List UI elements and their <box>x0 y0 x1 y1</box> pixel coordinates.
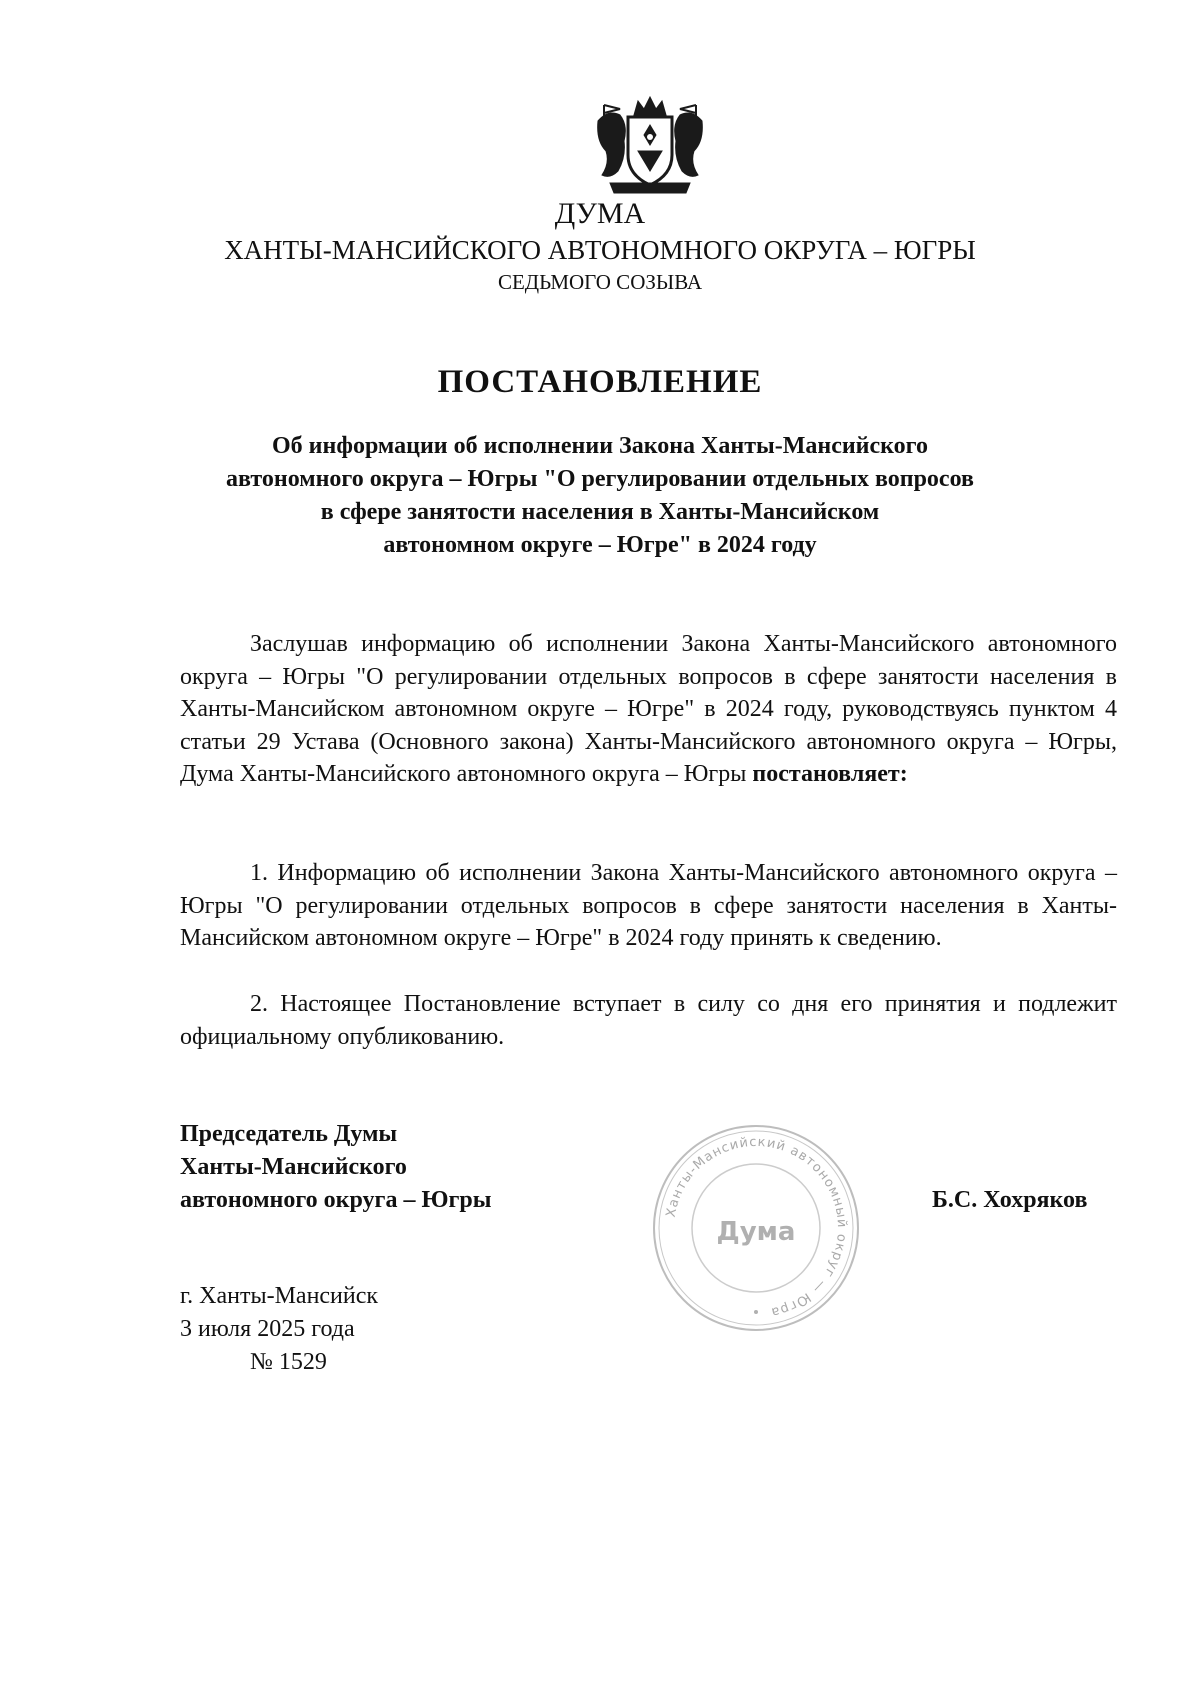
preamble-text: Заслушав информацию об исполнении Закона Ханты-Мансийского автономного округа – Югры "О регулировании отдельных вопросов в сфере занятости населения в Ханты-Мансийском автономном округе – Югре" в 2024 году, руководствуясь пунктом 4 статьи 29 Устава (Основного закона) Ханты-Мансийского автономного округа – Югры, Дума Ханты-Мансийского автономного округа – Югры <box>180 631 1117 787</box>
official-seal-stamp <box>648 1120 864 1336</box>
subject-line: автономного округа – Югры "О регулировании отдельных вопросов <box>226 466 974 492</box>
preamble-paragraph <box>180 628 1117 791</box>
place-of-adoption: г. Ханты-Мансийск <box>180 1283 379 1309</box>
resolution-subject <box>0 430 1200 562</box>
subject-line: в сфере занятости населения в Ханты-Мансийском <box>320 499 880 525</box>
signatory-title-line: Председатель Думы <box>180 1121 398 1147</box>
resolution-item-2: 2. Настоящее Постановление вступает в силу со дня его принятия и подлежит официальному опубликованию. <box>180 991 1117 1050</box>
svg-text:Ханты-Мансийский автономный ок: Ханты-Мансийский автономный округ — Югра <box>663 1134 850 1320</box>
document-type-heading: ПОСТАНОВЛЕНИЕ <box>437 364 763 400</box>
coat-of-arms-emblem <box>590 95 710 197</box>
adoption-date: 3 июля 2025 года <box>180 1316 355 1342</box>
organization-title: ДУМА <box>554 197 646 230</box>
signatory-title-line: автономного округа – Югры <box>180 1187 492 1213</box>
region-title: ХАНТЫ-МАНСИЙСКОГО АВТОНОМНОГО ОКРУГА – ЮГРЫ <box>224 235 976 265</box>
resolves-keyword: постановляет: <box>752 761 908 787</box>
signatory-title-line: Ханты-Мансийского <box>180 1154 407 1180</box>
svg-text:Дума: Дума <box>716 1217 796 1247</box>
subject-line: автономном округе – Югре" в 2024 году <box>383 532 817 558</box>
signatory-name: Б.С. Хохряков <box>932 1187 1088 1213</box>
signatory-title <box>180 1118 491 1217</box>
convocation-label: СЕДЬМОГО СОЗЫВА <box>497 270 703 294</box>
resolution-item-1: 1. Информацию об исполнении Закона Ханты-Мансийского автономного округа – Югры "О регулировании отдельных вопросов в сфере занятости населения в Ханты-Мансийском автономном округе – Югре" в 2024 году принять к сведению. <box>180 860 1117 951</box>
document-number: № 1529 <box>250 1349 327 1375</box>
subject-line: Об информации об исполнении Закона Ханты-Мансийского <box>272 433 928 459</box>
